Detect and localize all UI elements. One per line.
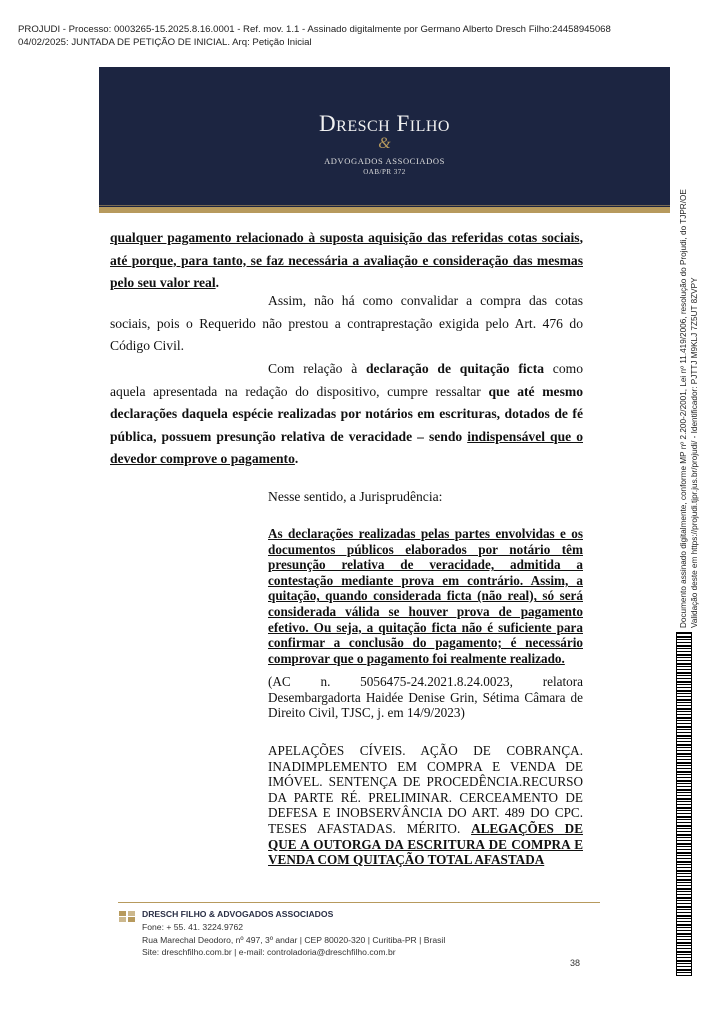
stamp-line-2: 04/02/2025: JUNTADA DE PETIÇÃO DE INICIAL. Arq: Petição Inicial: [18, 36, 312, 48]
citation: (AC n. 5056475-24.2021.8.24.0023, relatora Desembargadorta Haidée Denise Grin, Sétima Câmara de Direito Civil, TJSC, j. em 14/9/2023): [268, 674, 583, 721]
p3-part-e: indispensável que o devedor comprove o pagamento: [110, 428, 583, 466]
footer-divider: [118, 902, 600, 903]
p3-part-c: como aquela apresentada na redação do dispositivo, cumpre ressaltar: [110, 361, 583, 399]
logo-name: Dresch Filho: [319, 111, 450, 136]
projudi-stamp: [18, 24, 611, 49]
footer-firm: DRESCH FILHO & ADVOGADOS ASSOCIADOS: [142, 909, 334, 919]
side-line-1: Documento assinado digitalmente, conforme MP nº 2.200-2/2001, Lei nº 11.419/2006, resolução do Projudi, do TJPR/OE: [679, 189, 688, 628]
paragraph-2: Assim, não há como convalidar a compra das cotas sociais, pois o Requerido não prestou a contraprestação exigida pelo Art. 476 do Código Civil.: [110, 293, 583, 353]
banner-gold-stripe: [99, 207, 670, 213]
p1-part-b: ,: [579, 230, 583, 245]
logo-ampersand: &: [378, 135, 391, 152]
ementa-part-b: ALEGAÇÕES DE QUE A OUTORGA DA ESCRITURA DE COMPRA E VENDA COM QUITAÇÃO TOTAL AFASTADA: [268, 820, 583, 868]
page-number: 38: [570, 958, 581, 968]
paragraph-4: Nesse sentido, a Jurisprudência:: [268, 489, 443, 504]
footer-site: Site: dreschfilho.com.br | e-mail: controladoria@dreschfilho.com.br: [142, 947, 396, 958]
barcode: [676, 632, 692, 976]
p1-part-d: .: [215, 275, 220, 290]
stamp-line-1: PROJUDI - Processo: 0003265-15.2025.8.16.0001 - Ref. mov. 1.1 - Assinado digitalmente por Germano Alberto Dresch Filho:24458945068: [18, 24, 611, 35]
paragraph-3: [110, 358, 583, 471]
p3-part-a: Com relação à: [268, 361, 366, 376]
logo-subtitle: ADVOGADOS ASSOCIADOS: [324, 156, 445, 166]
letterhead-banner: [99, 67, 670, 213]
banner-gold-thin: [99, 205, 670, 206]
footer-address: Rua Marechal Deodoro, nº 497, 3º andar | CEP 80020-320 | Curitiba-PR | Brasil: [142, 934, 446, 945]
p1-part-c: até porque, para tanto, se faz necessária a avaliação e consideração das mesmas pelo seu valor real: [110, 252, 583, 290]
p3-part-f: .: [294, 451, 299, 466]
footer-phone: Fone: + 55. 41. 3224.9762: [142, 921, 244, 932]
p3-part-d: que até mesmo declarações daquela espécie realizadas por notários em escrituras, dotados de fé pública, possuem presunção relativa de veracidade – sendo: [110, 383, 583, 444]
footer: [142, 908, 445, 959]
p3-part-b: declaração de quitação ficta: [365, 361, 545, 376]
paragraph-1: [110, 227, 583, 295]
signature-side-text: [678, 67, 699, 628]
logo-oab: OAB/PR 372: [363, 168, 406, 176]
footer-logo-icon: [119, 911, 137, 923]
ementa-part-a: APELAÇÕES CÍVEIS. AÇÃO DE COBRANÇA. INADIMPLEMENTO EM COMPRA E VENDA DE IMÓVEL. SENTENÇA DE PROCEDÊNCIA.RECURSO DA PARTE RÉ. PRELIMINAR. CERCEAMENTO DE DEFESA E INOBSERVÂNCIA DO ART. 489 DO CPC. TESES AFASTADAS. MÉRITO.: [268, 743, 583, 836]
jurisprudence-quote: As declarações realizadas pelas partes envolvidas e os documentos públicos elaborados por notário têm presunção relativa de veracidade, admitida a contestação mediante prova em contrário. Assim, a quitação, quando considerada ficta (não real), só será considerada válida se houver prova de pagamento efetivo. Ou seja, a quitação ficta não é suficiente para confirmar a conclusão do pagamento; é necessário comprovar que o pagamento foi realmente realizado.: [268, 526, 583, 666]
jurisprudence-ementa: [268, 743, 583, 868]
p1-part-a: qualquer pagamento relacionado à suposta aquisição das referidas cotas sociais: [110, 230, 580, 245]
side-line-2: Validação deste em https://projudi.tjpr.jus.br/projudi/ - Identificador: PJTTJ M9KLJ 7Z5UT 8ZVPY: [690, 277, 699, 628]
